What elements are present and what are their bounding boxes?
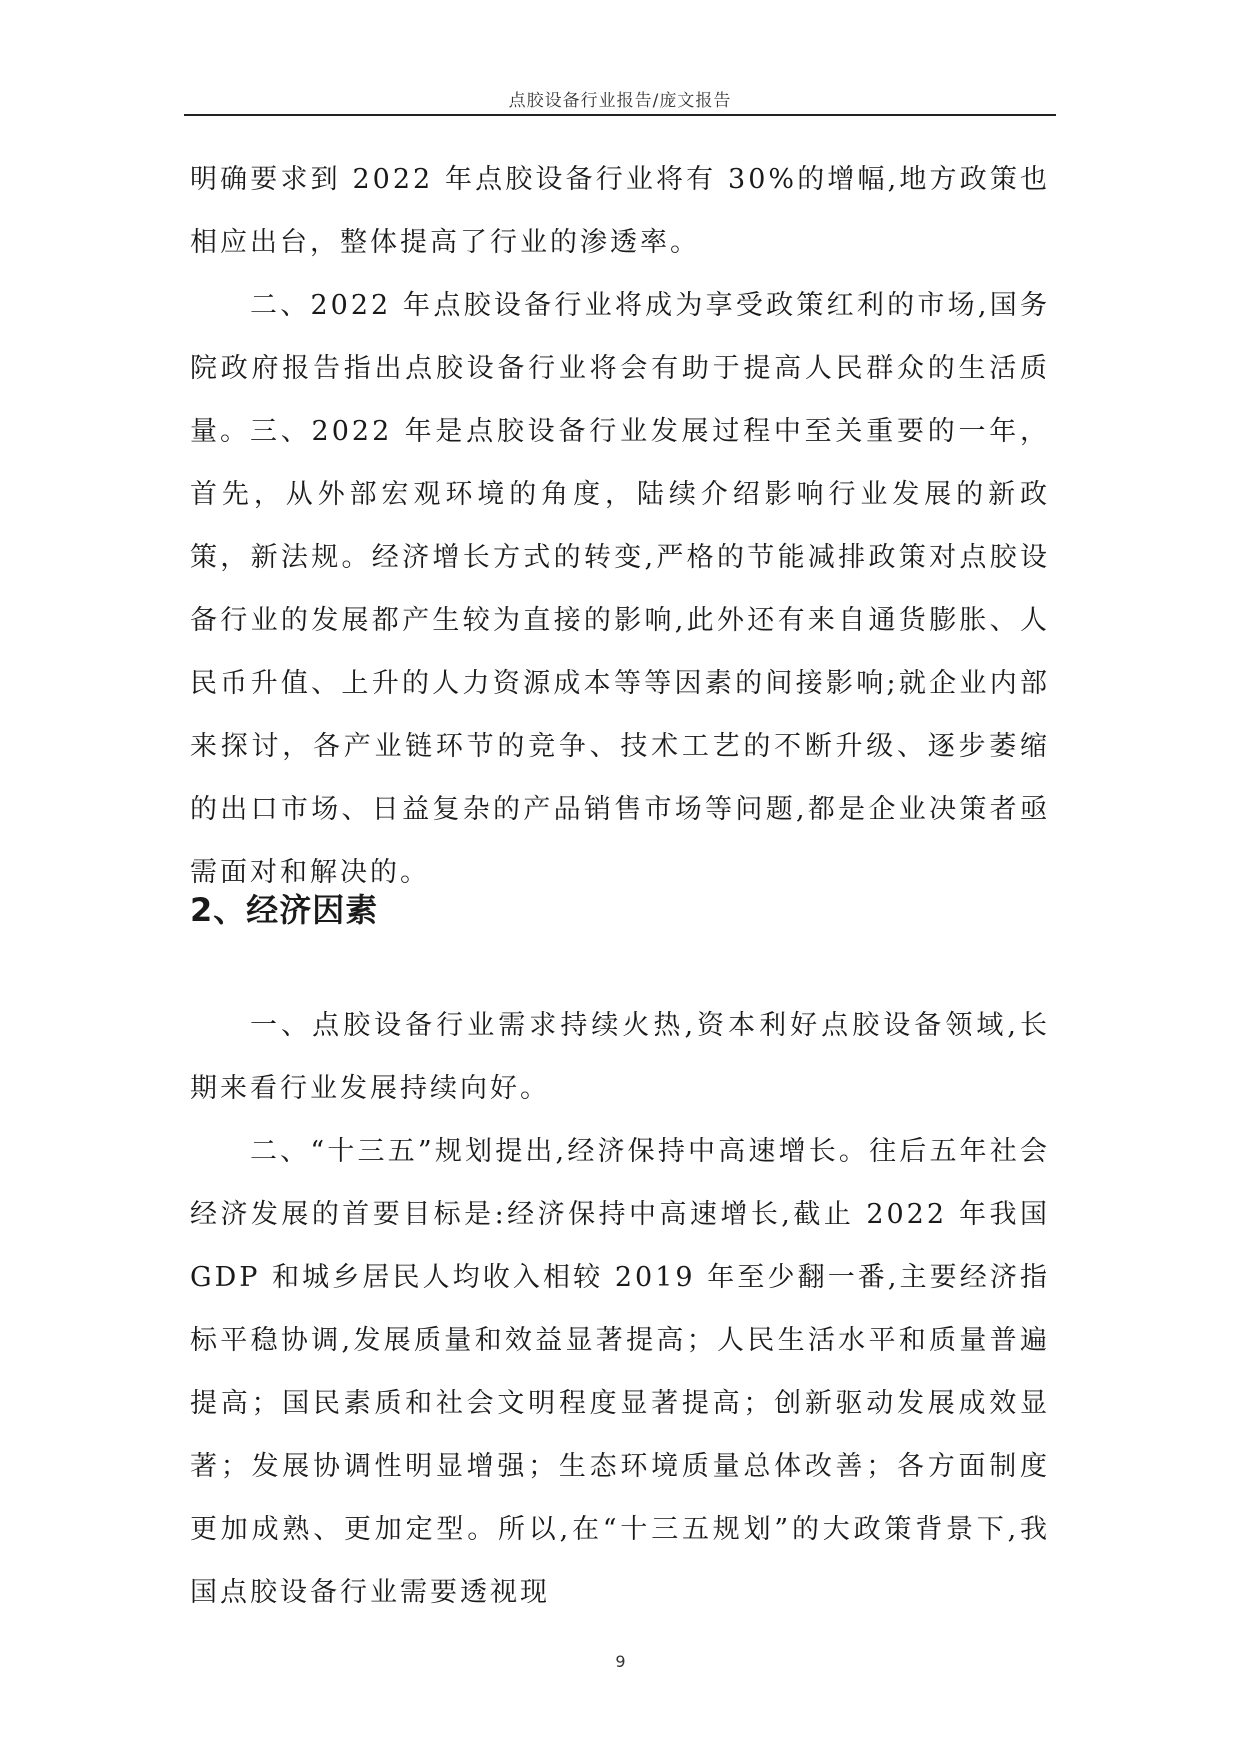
paragraph-key-year: 三、2022 年是点胶设备行业发展过程中至关重要的一年，首先，从外部宏观环境的角度，陆续介绍影响行业发展的新政策，新法规。经济增长方式的转变,严格的节能减排政策对点胶设备行业的发展都产生较为直接的影响,此外还有来自通货膨胀、人民币升值、上升的人力资源成本等等因素的间接影响;就企业内部来探讨，各产业链环节的竞争、技术工艺的不断升级、逐步萎缩的出口市场、日益复杂的产品销售市场等问题,都是企业决策者亟需面对和解决的。 (190, 416, 1050, 888)
page-header-title: 点胶设备行业报告/庞文报告 (508, 91, 732, 111)
section-heading-economic-factors: 2、经济因素 (190, 891, 379, 929)
header-divider (184, 114, 1056, 116)
page-number: 9 (615, 1652, 626, 1671)
paragraph-demand: 一、点胶设备行业需求持续火热,资本利好点胶设备领域,长期来看行业发展持续向好。 (190, 1010, 1050, 1104)
paragraph-five-year-plan: 二、“十三五”规划提出,经济保持中高速增长。往后五年社会经济发展的首要目标是:经济保持中高速增长,截止 2022 年我国 GDP 和城乡居民人均收入相较 2019 年至少翻一番,主要经济指标平稳协调,发展质量和效益显著提高；人民生活水平和质量普遍提高；国民素质和社会文明程度显著提高；创新驱动发展成效显著；发展协调性明显增强；生态环境质量总体改善；各方面制度更加成熟、更加定型。所以,在“十三五规划”的大政策背景下,我国点胶设备行业需要透视现 (190, 1136, 1050, 1608)
paragraph-policy-dividend: 二、2022 年点胶设备行业将成为享受政策红利的市场,国务院政府报告指出点胶设备行业将会有助于提高人民群众的生活质量。 (190, 290, 1050, 447)
paragraph-policy-growth: 明确要求到 2022 年点胶设备行业将有 30%的增幅,地方政策也相应出台，整体提高了行业的渗透率。 (190, 164, 1050, 258)
